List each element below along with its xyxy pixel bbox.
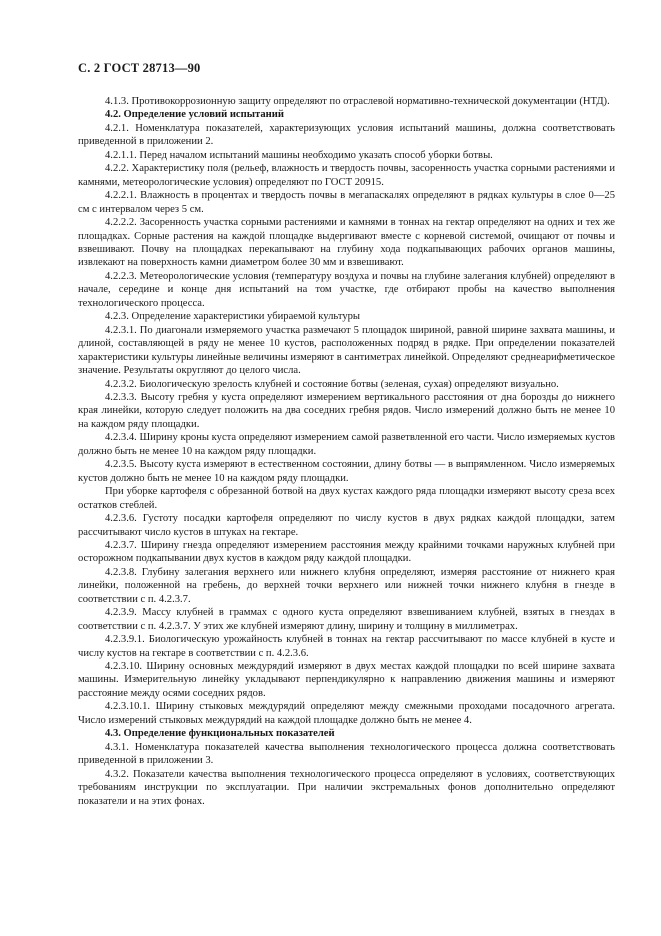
paragraph: 4.2.2.2. Засоренность участка сорными растениями и камнями в тоннах на гектар определяют на одних и тех же площадках. Сорные растения на каждой площадке выдергивают вместе с корневой системой, очищают от почвы и взвешивают. Почву на площадках перекапывают на глубину хода подкапывающих рабочих органов машины, извлекают на поверхность камни диаметром более 30 мм и взвешивают. — [78, 217, 615, 269]
paragraph: 4.2.3.10. Ширину основных междурядий измеряют в двух местах каждой площадки по всей ширине захвата машины. Измерительную линейку укладывают перпендикулярно к направлению движения машины и измеряют расстояние между осями соседних рядов. — [78, 661, 615, 699]
paragraph: 4.2.3.4. Ширину кроны куста определяют измерением самой разветвленной его части. Число измеряемых кустов должно быть не менее 10 на каждом ряду площадки. — [78, 432, 615, 457]
paragraph: 4.2.3.9.1. Биологическую урожайность клубней в тоннах на гектар рассчитывают по массе клубней в кусте и числу кустов на гектаре в соответствии с п. 4.2.3.6. — [78, 634, 615, 659]
paragraph: 4.2.3.3. Высоту гребня у куста определяют измерением вертикального расстояния от дна борозды до нижнего края линейки, которую следует положить на два соседних гребня рядов. Число измерений должно быть не менее 10 на каждом ряду площадки. — [78, 391, 615, 430]
paragraph: 4.2.1.1. Перед началом испытаний машины необходимо указать способ уборки ботвы. — [105, 149, 493, 161]
paragraph: 4.2.3.7. Ширину гнезда определяют измерением расстояния между крайними точками наружных клубней при осторожном подкапывании двух кустов в каждом ряду каждой площадки. — [78, 539, 615, 565]
paragraph: 4.2.2.1. Влажность в процентах и твердость почвы в мегапаскалях определяют в рядках культуры в слое 0—25 см с интервалом через 5 см. — [78, 190, 615, 215]
paragraph: 4.3.2. Показатели качества выполнения технологического процесса определяют в условиях, соответствующих требованиям инструкции по эксплуатации. При наличии экстремальных фонов дополнительно определяют показатели и на этих фонах. — [78, 768, 615, 807]
paragraph: 4.2.3.10.1. Ширину стыковых междурядий определяют между смежными проходами посадочного агрегата. Число измерений стыковых междурядий на каждой площадке должно быть не менее 4. — [78, 701, 615, 726]
paragraph: 4.2.2. Характеристику поля (рельеф, влажность и твердость почвы, засоренность участка сорными растениями и камнями, метеорологические условия) определяют по ГОСТ 20915. — [78, 163, 615, 188]
page-header: С. 2 ГОСТ 28713—90 — [78, 61, 201, 75]
paragraph: 4.2.3.6. Густоту посадки картофеля определяют по числу кустов в двух рядках каждой площадки, затем рассчитывают число кустов в штуках на гектаре. — [78, 513, 615, 538]
document-body — [78, 95, 615, 808]
paragraph: 4.2.3.5. Высоту куста измеряют в естественном состоянии, длину ботвы — в выпрямленном. Число измеряемых кустов должно быть не менее 10 на каждом ряду площадки. — [78, 459, 615, 484]
section-heading: 4.3. Определение функциональных показателей — [105, 728, 335, 740]
paragraph: 4.3.1. Номенклатура показателей качества выполнения технологического процесса должна соответствовать приведенной в приложении 3. — [78, 741, 615, 767]
paragraph: 4.2.3.8. Глубину залегания верхнего или нижнего клубня определяют, измеряя расстояние от нижнего края линейки, положенной на гребень, до верхней точки верхнего или нижней точки нижнего клубня в гнезде в соответствии с п. 4.2.3.7. — [78, 566, 615, 605]
paragraph: 4.2.2.3. Метеорологические условия (температуру воздуха и почвы на глубине залегания клубней) определяют в начале, середине и конце дня испытаний на том участке, где отбирают пробы на качество выполнения технологического процесса. — [78, 270, 615, 309]
paragraph: 4.2.3.1. По диагонали измеряемого участка размечают 5 площадок шириной, равной ширине захвата машины, и длиной, составляющей в ряду не менее 10 кустов, расположенных подряд в рядке. При определении показателей характеристики культуры линейные величины измеряют в сантиметрах линейкой. Определяют среднеарифметическое значение. Результаты округляют до целого числа. — [78, 324, 615, 377]
paragraph: 4.1.3. Противокоррозионную защиту определяют по отраслевой нормативно-технической документации (НТД). — [105, 96, 610, 107]
paragraph: 4.2.3. Определение характеристики убираемой культуры — [105, 311, 361, 323]
paragraph: 4.2.1. Номенклатура показателей, характеризующих условия испытаний машины, должна соответствовать приведенной в приложении 2. — [78, 122, 615, 148]
paragraph: При уборке картофеля с обрезанной ботвой на двух кустах каждого ряда площадки измеряют высоту среза всех остатков стеблей. — [78, 486, 615, 511]
section-heading: 4.2. Определение условий испытаний — [105, 109, 284, 121]
paragraph: 4.2.3.9. Массу клубней в граммах с одного куста определяют взвешиванием клубней, взятых в гнездах в соответствии с п. 4.2.3.7. У этих же клубней измеряют длину, ширину и толщину в миллиметрах. — [78, 607, 615, 632]
paragraph: 4.2.3.2. Биологическую зрелость клубней и состояние ботвы (зеленая, сухая) определяют визуально. — [105, 378, 559, 390]
